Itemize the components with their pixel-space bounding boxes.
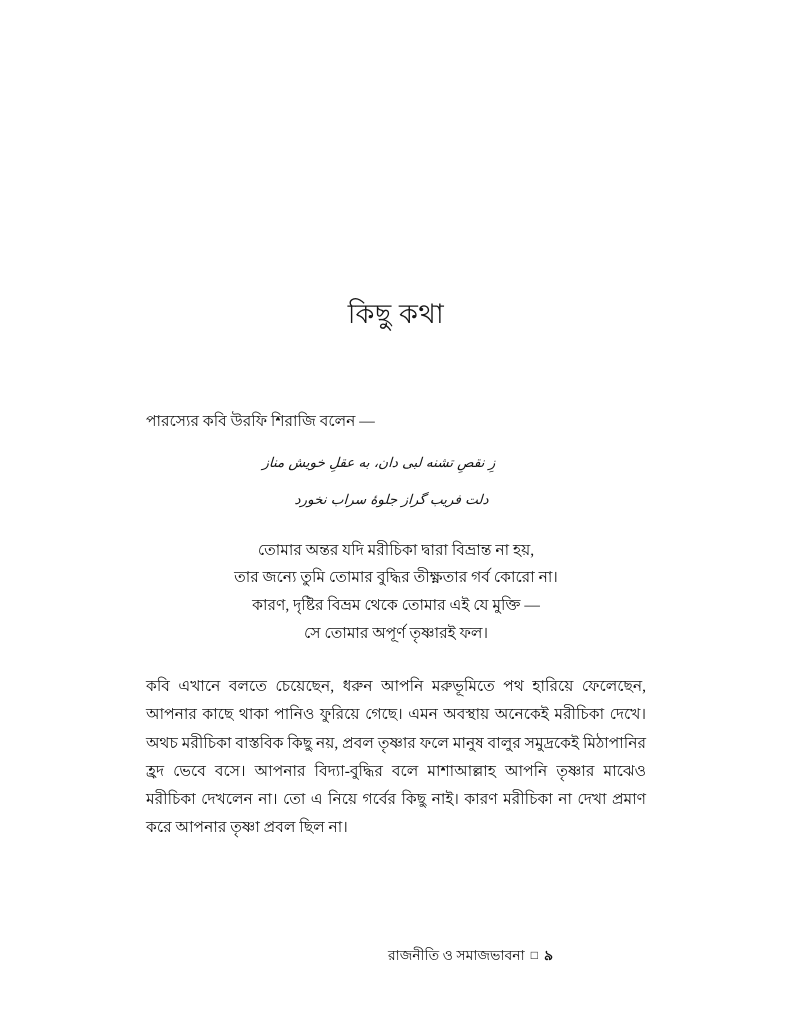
chapter-title: কিছু কথা: [347, 299, 445, 329]
page-footer: [0, 947, 791, 967]
footer-book-title: রাজনীতি ও সমাজভাবনা: [387, 949, 525, 964]
body-paragraph: কবি এখানে বলতে চেয়েছেন, ধরুন আপনি মরুভূমিতে পথ হারিয়ে ফেলেছেন, আপনার কাছে থাকা পানিও ফুরিয়ে গেছে। এমন অবস্থায় অনেকেই মরীচিকা দেখে। অথচ মরীচিকা বাস্তবিক কিছু নয়, প্রবল তৃষ্ণার ফলে মানুষ বালুর সমুদ্রকেই মিঠাপানির হ্রদ ভেবে বসে। আপনার বিদ্যা-বুদ্ধির বলে মাশাআল্লাহ আপনি তৃষ্ণার মাঝেও মরীচিকা দেখলেন না। তো এ নিয়ে গর্বের কিছু নাই। কারণ মরীচিকা না দেখা প্রমাণ করে আপনার তৃষ্ণা প্রবল ছিল না।: [146, 678, 646, 837]
verse-line-3: কারণ, দৃষ্টির বিভ্রম থেকে তোমার এই যে মুক্তি —: [252, 597, 540, 614]
page-content: [146, 0, 646, 842]
persian-couplet: [146, 433, 646, 511]
verse-line-2: তার জন্যে তুমি তোমার বুদ্ধির তীক্ষ্ণতার গর্ব কোরো না।: [234, 569, 558, 587]
footer-page-number: ৯: [543, 949, 554, 964]
persian-couplet-line-1: زِ نقصِ تشنه لبی دان، به عقلِ خویش مناز: [261, 455, 496, 471]
footer-inner: [238, 947, 553, 967]
verse-line-4: সে তোমার অপূর্ণ তৃষ্ণারই ফল।: [304, 624, 488, 642]
poet-attribution-line: পারস্যের কবি উরফি শিরাজি বলেন —: [146, 412, 375, 430]
verse-translation: [146, 511, 646, 647]
footer-separator-square-icon: □: [530, 948, 538, 962]
persian-couplet-line-2: دلت فریب گراز جلوهٔ سراب نخورد: [294, 491, 490, 508]
verse-line-1: তোমার অন্তর যদি মরীচিকা দ্বারা বিভ্রান্ত না হয়,: [257, 541, 535, 559]
